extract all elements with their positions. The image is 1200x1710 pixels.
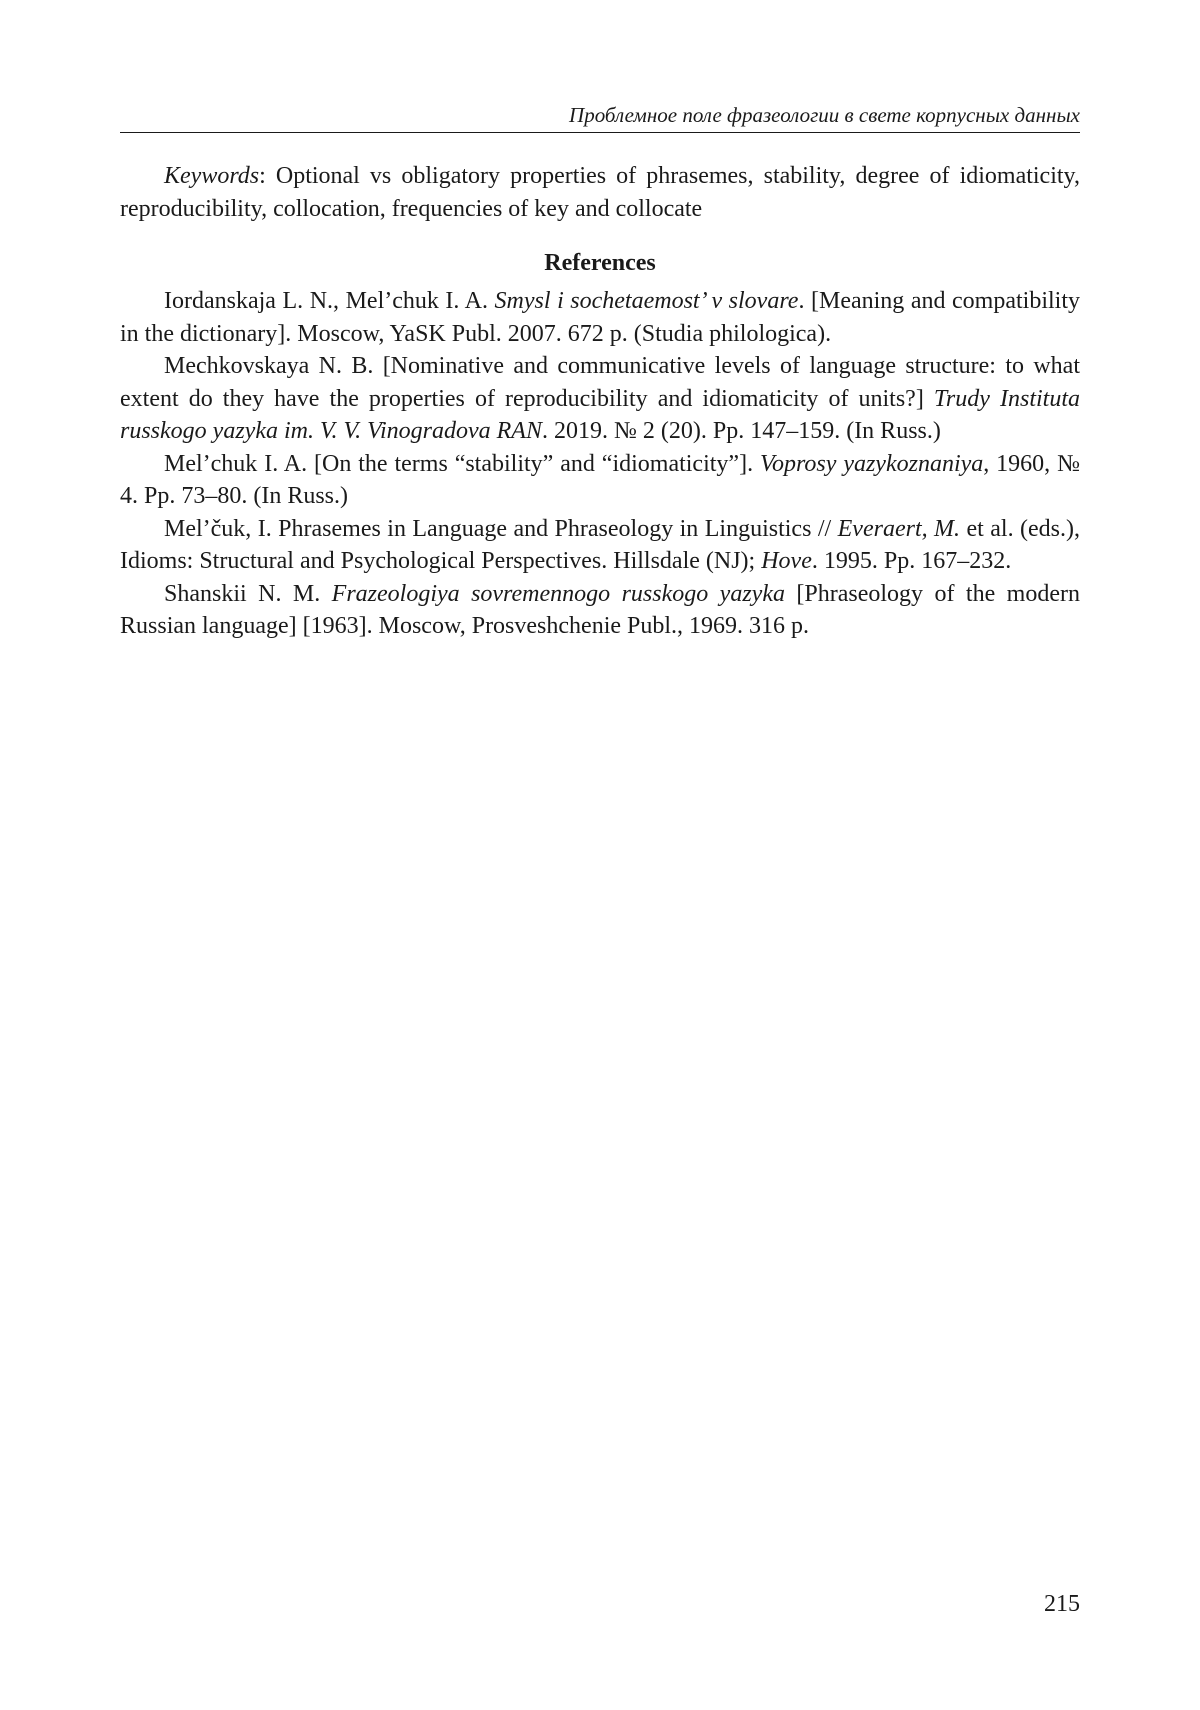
- reference-item: [120, 513, 1080, 578]
- references-heading: References: [544, 250, 656, 276]
- references-list: [120, 285, 1080, 643]
- running-title: Проблемное поле фразеологии в свете корпусных данных: [569, 103, 1080, 127]
- reference-item: [120, 350, 1080, 448]
- page-number: 215: [1044, 1591, 1080, 1617]
- page-content: [120, 160, 1080, 643]
- running-head: [120, 102, 1080, 133]
- keywords-paragraph: [120, 160, 1080, 225]
- reference-authors: Iordanskaja L. N., Mel’chuk I. A.: [164, 288, 495, 314]
- reference-authors: Mel’chuk I. A. [On the terms “stability” and “idiomaticity”].: [164, 450, 760, 477]
- reference-authors: Mechkovskaya N. B. [Nominative and communicative levels of language structure: to what extent do they have the properties of reproducibility and idiomaticity of units?]: [120, 353, 1080, 412]
- reference-item: [120, 578, 1080, 643]
- reference-middle: et al. (eds.), Idioms: Structural and Psychological Perspectives. Hillsdale (NJ);: [120, 515, 1080, 574]
- reference-title: Voprosy yazykoznaniya: [759, 450, 984, 477]
- keywords-label: Keywords: [164, 163, 260, 189]
- reference-title: Smysl i sochetaemost’ v slovare: [494, 288, 799, 314]
- reference-place: Hove: [761, 548, 812, 574]
- reference-title: Trudy Instituta russkogo yazyka im. V. V. Vinogradova RAN: [120, 385, 1080, 444]
- reference-details: . [Meaning and compatibility in the dictionary]. Moscow, YaSK Publ. 2007. 672 p. (Studia philologica).: [120, 288, 1081, 347]
- reference-details: , 1960, № 4. Pp. 73–80. (In Russ.): [120, 450, 1080, 509]
- reference-details: [Phraseology of the modern Russian language] [1963]. Moscow, Prosveshchenie Publ., 1969. 316 p.: [120, 580, 1080, 639]
- reference-authors: Mel’čuk, I. Phrasemes in Language and Phraseology in Linguistics //: [164, 515, 838, 542]
- reference-item: [120, 285, 1080, 350]
- reference-details: . 2019. № 2 (20). Pp. 147–159. (In Russ.): [541, 418, 941, 444]
- reference-authors: Shanskii N. M.: [164, 580, 332, 607]
- reference-editor: Everaert, M.: [837, 515, 961, 542]
- reference-item: [120, 448, 1080, 513]
- reference-title: Frazeologiya sovremennogo russkogo yazyka: [331, 580, 785, 607]
- keywords-text: : Optional vs obligatory properties of phrasemes, stability, degree of idiomaticity, reproducibility, collocation, frequencies of key and collocate: [120, 163, 1080, 222]
- reference-details: . 1995. Pp. 167–232.: [811, 548, 1012, 574]
